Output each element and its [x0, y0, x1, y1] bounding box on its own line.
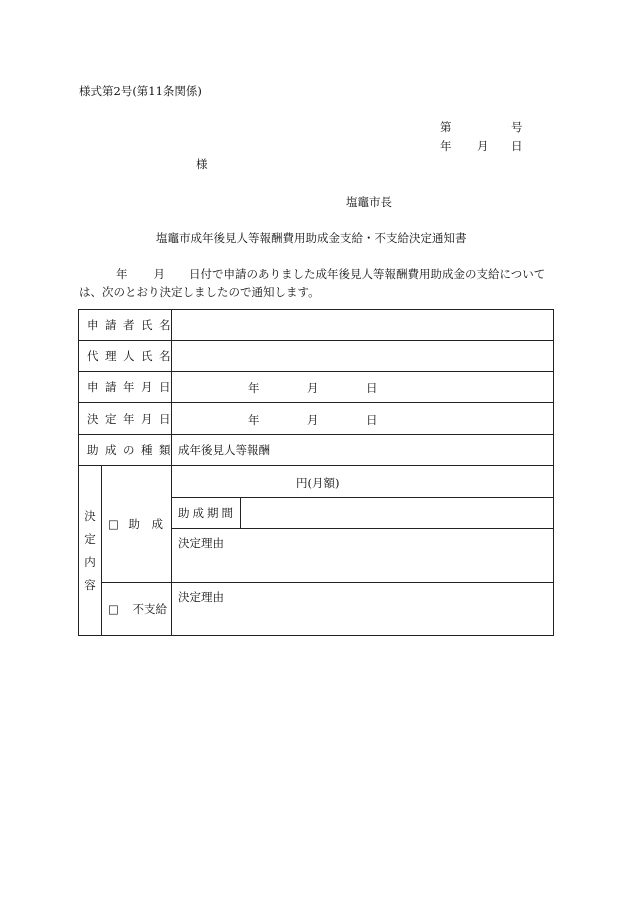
decision-date-field[interactable] [172, 403, 554, 435]
applicant-name-label: 申請者氏名 [79, 310, 172, 341]
agent-name-field[interactable] [172, 341, 554, 372]
row-decision-date [79, 403, 554, 435]
row-application-date [79, 372, 554, 403]
notice-body [79, 265, 554, 301]
body-line2: は、次のとおり決定しましたので通知します。 [79, 285, 320, 299]
application-date-year: 年 [248, 381, 260, 395]
decision-content-char-4: 容 [84, 577, 96, 592]
row-agent-name [79, 341, 554, 372]
issue-date-month: 月 [477, 139, 489, 153]
doc-no-prefix: 第 [440, 120, 452, 134]
grant-amount-unit: 円(月額) [296, 475, 340, 490]
row-applicant-name [79, 310, 554, 341]
nongrant-option-label: 不支給 [132, 602, 168, 616]
grant-option[interactable] [102, 466, 172, 583]
decision-content-char-1: 決 [84, 508, 96, 523]
nongrant-reason-field[interactable] [172, 583, 554, 636]
grant-type-label: 助成の種類 [79, 435, 172, 466]
row-grant-type [79, 435, 554, 466]
body-month: 月 [153, 267, 165, 281]
agent-name-label: 代理人氏名 [79, 341, 172, 372]
nongrant-checkbox[interactable]: □ [108, 602, 119, 616]
grant-reason-field[interactable] [172, 529, 554, 583]
applicant-name-field[interactable] [172, 310, 554, 341]
grant-reason-label: 決定理由 [178, 536, 224, 550]
decision-content-char-3: 内 [84, 554, 96, 569]
decision-date-label: 決定年月日 [79, 403, 172, 435]
form-number: 様式第2号(第11条関係) [79, 84, 202, 98]
body-year: 年 [116, 267, 128, 281]
grant-checkbox[interactable]: □ [108, 517, 119, 531]
grant-option-label: 助 成 [128, 517, 164, 531]
grant-type-value: 成年後見人等報酬 [172, 435, 554, 466]
application-date-field[interactable] [172, 372, 554, 403]
application-date-day: 日 [366, 381, 378, 395]
decision-table [78, 309, 554, 636]
grant-period-field[interactable] [241, 498, 554, 529]
application-date-label: 申請年月日 [79, 372, 172, 403]
decision-date-day: 日 [366, 412, 378, 427]
decision-content-label [79, 466, 102, 636]
decision-date-month: 月 [307, 412, 319, 427]
grant-period-label: 助成期間 [172, 498, 241, 529]
application-date-month: 月 [307, 381, 319, 395]
issuer-name: 塩竈市長 [346, 195, 392, 209]
issue-date-day: 日 [511, 139, 523, 153]
document-title: 塩竈市成年後見人等報酬費用助成金支給・不支給決定通知書 [156, 231, 467, 245]
grant-amount-field[interactable] [172, 466, 554, 498]
decision-content-char-2: 定 [84, 531, 96, 546]
row-grant-amount [79, 466, 554, 498]
addressee-suffix: 様 [196, 157, 208, 171]
issue-date-year: 年 [440, 139, 452, 153]
decision-date-year: 年 [248, 412, 260, 427]
nongrant-option[interactable] [102, 583, 172, 636]
nongrant-reason-label: 決定理由 [178, 590, 224, 604]
body-line1: 日付で申請のありました成年後見人等報酬費用助成金の支給について [189, 267, 546, 281]
doc-no-suffix: 号 [511, 120, 523, 134]
row-nongrant-reason-top [79, 583, 554, 609]
